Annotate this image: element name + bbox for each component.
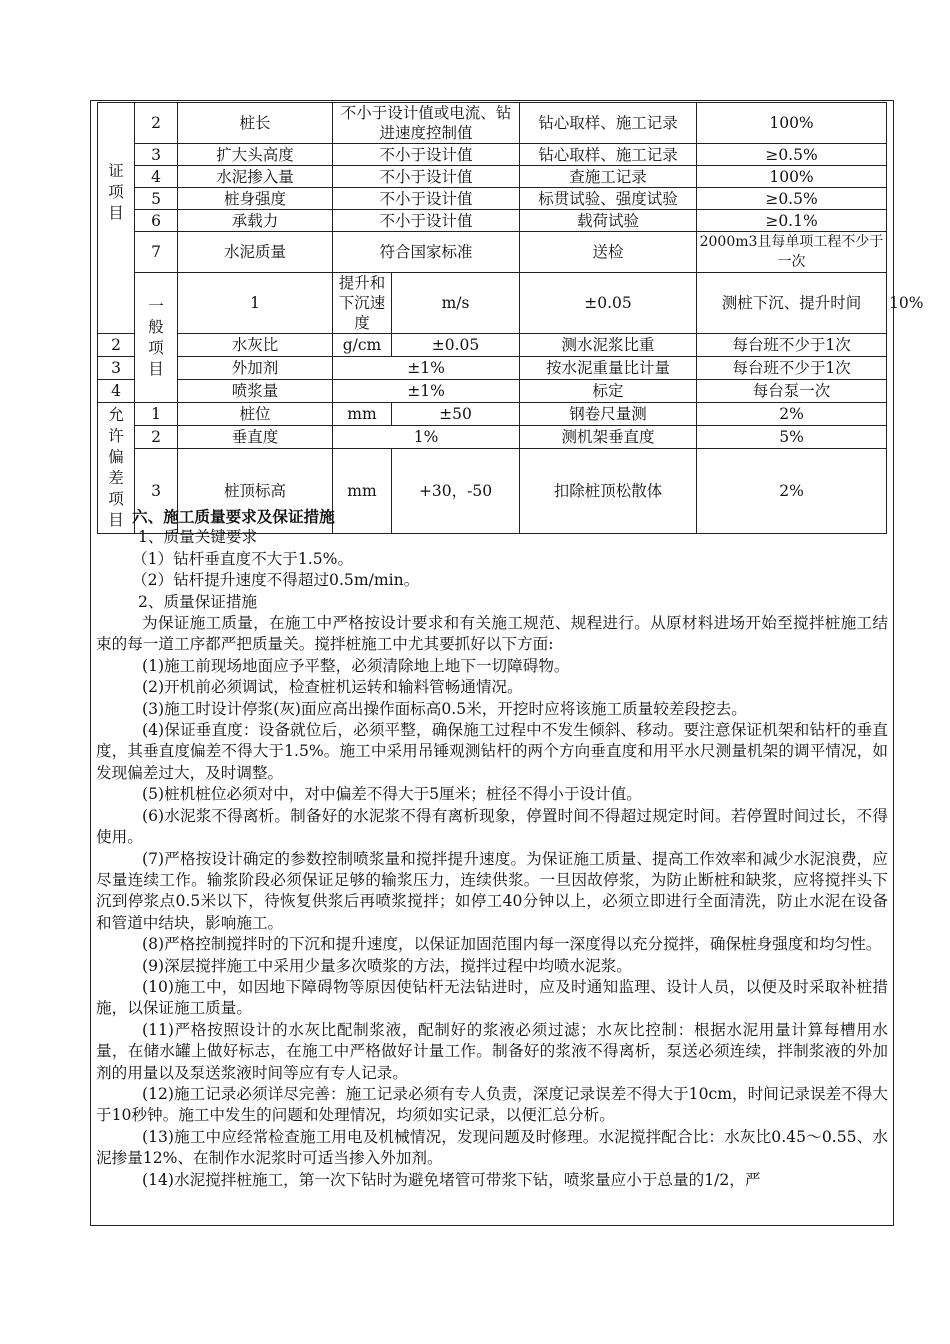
check-method: 扣除桩顶松散体: [520, 449, 697, 534]
check-quantity: 100%: [697, 166, 887, 188]
measures-list: [96, 613, 888, 1191]
measure-paragraph: (5)桩机桩位必须对中，对中偏差不得大于5厘米；桩径不得小于设计值。: [142, 785, 642, 804]
row-number: 2: [135, 103, 178, 144]
measure-paragraph: (9)深层搅拌施工中采用少量多次喷浆的方法，搅拌过程中均喷水泥浆。: [142, 956, 632, 975]
row-number: 2: [98, 334, 135, 357]
allowed-value: ±1%: [333, 380, 520, 403]
check-item: 提升和下沉速度: [333, 273, 392, 334]
table-row: [98, 166, 887, 188]
unit: mm: [333, 449, 392, 534]
check-method: 送检: [520, 232, 697, 273]
row-number: 3: [135, 449, 178, 534]
check-item: 扩大头高度: [178, 144, 333, 166]
check-item: 喷浆量: [178, 380, 333, 403]
table-row: [98, 334, 887, 357]
subsection-title-1: 1、质量关键要求: [138, 528, 258, 547]
row-number: 1: [135, 403, 178, 426]
measure-paragraph: (10)施工中，如因地下障碍物等原因使钻杆无法钻进时，应及时通知监理、设计人员，以便及时采取补桩措施，以保证施工质量。: [96, 977, 888, 1018]
unit: m/s: [392, 273, 520, 334]
check-method: 按水泥重量比计量: [520, 357, 697, 380]
requirement-2: （2）钻杆提升速度不得超过0.5m/min。: [132, 571, 420, 590]
check-method: 钻心取样、施工记录: [520, 103, 697, 144]
row-number: 4: [135, 166, 178, 188]
check-quantity: 5%: [697, 426, 887, 449]
table-row: [98, 103, 887, 144]
check-quantity: 2%: [697, 449, 887, 534]
check-method: 测桩下沉、提升时间: [697, 273, 887, 334]
table-row: [98, 403, 887, 426]
check-item: 外加剂: [178, 357, 333, 380]
check-item: 水泥质量: [178, 232, 333, 273]
table-row: [98, 232, 887, 273]
check-method: 测水泥浆比重: [520, 334, 697, 357]
table-row: [98, 380, 887, 403]
check-quantity: 每台班不少于1次: [697, 334, 887, 357]
row-number: 7: [135, 232, 178, 273]
check-quantity: 每台班不少于1次: [697, 357, 887, 380]
measure-paragraph: 为保证施工质量，在施工中严格按设计要求和有关施工规范、规程进行。从原材料进场开始至搅拌桩施工结束的每一道工序都严把质量关。搅拌桩施工中尤其要抓好以下方面:: [96, 614, 888, 654]
allowed-value: 不小于设计值: [333, 166, 520, 188]
check-item: 桩顶标高: [178, 449, 333, 534]
check-method: 查施工记录: [520, 166, 697, 188]
row-number: 3: [98, 357, 135, 380]
quality-inspection-table: [97, 102, 924, 534]
check-item: 水泥掺入量: [178, 166, 333, 188]
check-item: 桩身强度: [178, 188, 333, 210]
allowed-value: ±1%: [333, 357, 520, 380]
measure-paragraph: (14)水泥搅拌桩施工，第一次下钻时为避免堵管可带浆下钻，喷浆量应小于总量的1/2，严: [142, 1170, 761, 1189]
measure-paragraph: (12)施工记录必须详尽完善：施工记录必须有专人负责，深度记录误差不得大于10cm，时间记录误差不得大于10秒钟。施工中发生的问题和处理情况，均须如实记录，以便汇总分析。: [96, 1084, 888, 1125]
subsection-title-2: 2、质量保证措施: [138, 592, 258, 611]
allowed-value: 不小于设计值: [333, 144, 520, 166]
row-number: 2: [135, 426, 178, 449]
check-item: 桩位: [178, 403, 333, 426]
check-item: 承载力: [178, 210, 333, 232]
group-label-general: 一 般 项 目: [135, 273, 178, 403]
check-method: 标定: [520, 380, 697, 403]
measure-paragraph: (6)水泥浆不得离析。制备好的水泥浆不得有离析现象，停置时间不得超过规定时间。若停置时间过长，不得使用。: [96, 806, 888, 847]
check-item: 水灰比: [178, 334, 333, 357]
table-row: [98, 357, 887, 380]
measure-paragraph: (1)施工前现场地面应予平整，必须清除地上地下一切障碍物。: [142, 656, 570, 675]
measure-paragraph: (13)施工中应经常检查施工用电及机械情况，发现问题及时修理。水泥搅拌配合比：水灰比0.45～0.55、水泥掺量12%、在制作水泥浆时可适当掺入外加剂。: [96, 1127, 888, 1168]
check-quantity: ≥0.5%: [697, 188, 887, 210]
allowed-value: 不小于设计值或电流、钻进速度控制值: [333, 103, 520, 144]
table-row: [98, 144, 887, 166]
section-title: 六、施工质量要求及保证措施: [132, 507, 335, 526]
group-label-main: 证 项 目: [98, 103, 135, 334]
check-quantity: ≥0.5%: [697, 144, 887, 166]
row-number: 4: [98, 380, 135, 403]
row-number: 3: [135, 144, 178, 166]
check-quantity: 100%: [697, 103, 887, 144]
check-method: 载荷试验: [520, 210, 697, 232]
requirement-1: （1）钻杆垂直度不大于1.5%。: [132, 549, 354, 568]
quality-section: [96, 506, 888, 1191]
check-method: 测机架垂直度: [520, 426, 697, 449]
allowed-value: 1%: [333, 426, 520, 449]
allowed-value: 不小于设计值: [333, 210, 520, 232]
table-row: 一 般 项 目 1 提升和下沉速度 m/s ±0.05 测桩下沉、提升时间 10%: [98, 273, 887, 334]
unit: mm: [333, 403, 392, 426]
measure-paragraph: (8)严格控制搅拌时的下沉和提升速度，以保证加固范围内每一深度得以充分搅拌，确保桩身强度和均匀性。: [142, 935, 882, 954]
check-method: 标贯试验、强度试验: [520, 188, 697, 210]
row-number: 6: [135, 210, 178, 232]
group-label-deviation: 允 许 偏 差 项 目: [98, 403, 135, 534]
check-item: 桩长: [178, 103, 333, 144]
measure-paragraph: (3)施工时设计停浆(灰)面应高出操作面标高0.5米，开挖时应将该施工质量较差段挖去。: [142, 699, 747, 718]
value: +30，-50: [392, 449, 520, 534]
measure-paragraph: (11)严格按照设计的水灰比配制浆液，配制好的浆液必须过滤；水灰比控制：根据水泥用量计算每槽用水量，在储水罐上做好标志，在施工中严格做好计量工作。制备好的浆液不得离析，泵送必须连续，拌制浆液的外加剂的用量以及泵送浆液时间等应有专人记录。: [96, 1020, 888, 1082]
table-row: [98, 426, 887, 449]
value: ±0.05: [520, 273, 697, 334]
check-method: 钢卷尺量测: [520, 403, 697, 426]
check-quantity: 2000m3且每单项工程不少于一次: [697, 232, 887, 273]
measure-paragraph: (7)严格按设计确定的参数控制喷浆量和搅拌提升速度。为保证施工质量、提高工作效率和减少水泥浪费，应尽量连续工作。输浆阶段必须保证足够的输浆压力，连续供浆。一旦因故停浆，为防止断桩和缺浆，应将搅拌头下沉到停浆点0.5米以下，待恢复供浆后再喷浆搅拌；如停工40分钟以上，必须立即进行全面清洗，防止水泥在设备和管道中结块，影响施工。: [96, 849, 888, 932]
allowed-value: 符合国家标准: [333, 232, 520, 273]
row-number: 1: [178, 273, 333, 334]
row-number: 5: [135, 188, 178, 210]
check-item: 垂直度: [178, 426, 333, 449]
table-row: [98, 188, 887, 210]
table-row: [98, 210, 887, 232]
check-quantity: 2%: [697, 403, 887, 426]
check-quantity: 每台泵一次: [697, 380, 887, 403]
allowed-value: 不小于设计值: [333, 188, 520, 210]
unit: g/cm: [333, 334, 392, 357]
value: ±0.05: [392, 334, 520, 357]
measure-paragraph: (4)保证垂直度：设备就位后，必须平整，确保施工过程中不发生倾斜、移动。要注意保证机架和钻杆的垂直度，其垂直度偏差不得大于1.5%。施工中采用吊锤观测钻杆的两个方向垂直度和用平水尺测量机架的调平情况，如发现偏差过大，及时调整。: [96, 721, 888, 782]
check-method: 钻心取样、施工记录: [520, 144, 697, 166]
value: ±50: [392, 403, 520, 426]
measure-paragraph: (2)开机前必须调试，检查桩机运转和输料管畅通情况。: [142, 678, 523, 697]
check-quantity: ≥0.1%: [697, 210, 887, 232]
